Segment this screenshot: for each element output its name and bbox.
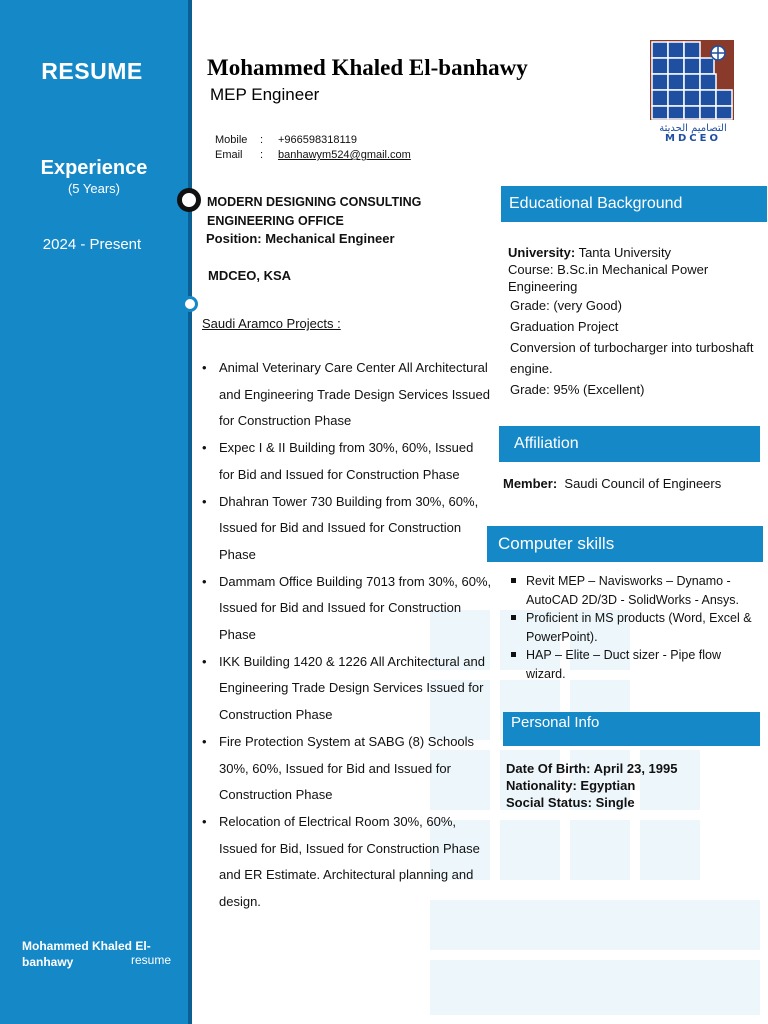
university-value: Tanta University <box>575 245 672 260</box>
job-location: MDCEO, KSA <box>208 268 292 283</box>
personal-info-heading: Personal Info <box>503 712 760 746</box>
logo-latin-text: MDCEO <box>665 133 721 142</box>
company-name-line2: ENGINEERING OFFICE <box>207 214 344 228</box>
mobile-label: Mobile <box>215 134 248 146</box>
graduation-project-desc: Conversion of turbocharger into turboshaft engine. <box>510 340 754 376</box>
sidebar <box>0 0 190 1024</box>
personal-info-block <box>506 760 677 811</box>
graduation-project-grade: Grade: 95% (Excellent) <box>510 382 645 397</box>
affiliation-heading: Affiliation <box>499 426 760 462</box>
education-heading: Educational Background <box>501 186 767 222</box>
sidebar-edge <box>188 0 192 1024</box>
experience-date-range: 2024 - Present <box>42 236 142 253</box>
list-item: • Animal Veterinary Care Center All Architectural and Engineering Trade Design Services Issued for Construction Phase <box>202 355 492 435</box>
experience-years: (5 Years) <box>67 181 121 196</box>
timeline-marker-icon <box>177 188 201 212</box>
list-item: • IKK Building 1420 & 1226 All Architectural and Engineering Trade Design Services Issued for Construction Phase <box>202 649 492 729</box>
job-position: Position: Mechanical Engineer <box>206 231 395 246</box>
timeline-dot-icon <box>182 296 198 312</box>
mobile-row <box>215 133 411 148</box>
email-separator: : <box>260 149 264 161</box>
computer-skills-heading: Computer skills <box>487 526 763 562</box>
footer-name: Mohammed Khaled El-banhawy <box>22 939 151 969</box>
candidate-name: Mohammed Khaled El-banhawy <box>207 55 528 80</box>
date-of-birth: Date Of Birth: April 23, 1995 <box>506 761 678 776</box>
list-item: • Dammam Office Building 7013 from 30%, 60%, Issued for Bid and Issued for Construction Phase <box>202 569 492 649</box>
projects-list <box>202 355 492 916</box>
email-row <box>215 148 411 163</box>
list-item: • Fire Protection System at SABG (8) Schools 30%, 60%, Issued for Bid and Issued for Construction Phase <box>202 729 492 809</box>
company-logo-icon <box>650 40 736 142</box>
course: Course: B.Sc.in Mechanical Power Engineering <box>508 262 709 294</box>
university-label: University: <box>508 245 576 260</box>
education-block <box>508 244 763 400</box>
graduation-project-title: Graduation Project <box>510 319 619 334</box>
university-row <box>508 244 763 261</box>
list-item: HAP – Elite – Duct sizer - Pipe flow wizard. <box>510 646 760 683</box>
footer-resume-label: resume <box>131 953 172 967</box>
contact-block <box>215 133 411 163</box>
member-label: Member: <box>503 476 558 491</box>
list-item: Proficient in MS products (Word, Excel & PowerPoint). <box>510 609 760 646</box>
logo-arabic-text: التصاميم الحديثة <box>659 123 727 134</box>
list-item: Revit MEP – Navisworks – Dynamo - AutoCAD 2D/3D - SolidWorks - Ansys. <box>510 572 760 609</box>
experience-title: Experience <box>40 157 148 179</box>
company-name-line1: MODERN DESIGNING CONSULTING <box>207 195 422 209</box>
mobile-separator: : <box>260 134 264 146</box>
list-item: • Relocation of Electrical Room 30%, 60%, Issued for Bid, Issued for Construction Phase and ER Estimate. Architectural planning and design. <box>202 809 492 916</box>
email-label: Email <box>215 149 243 161</box>
resume-title: RESUME <box>41 58 143 84</box>
social-status: Social Status: Single <box>506 795 635 810</box>
list-item: • Dhahran Tower 730 Building from 30%, 60%, Issued for Bid and Issued for Construction Phase <box>202 489 492 569</box>
company-name <box>207 193 421 231</box>
computer-skills-list <box>510 572 760 683</box>
affiliation-row <box>503 476 721 491</box>
nationality: Nationality: Egyptian <box>506 778 636 793</box>
email-link[interactable]: banhawym524@gmail.com <box>278 149 411 161</box>
projects-title: Saudi Aramco Projects : <box>202 316 341 331</box>
grade: Grade: (very Good) <box>510 298 622 313</box>
member-value: Saudi Council of Engineers <box>557 476 722 491</box>
mobile-value: +966598318119 <box>278 134 358 146</box>
list-item: • Expec I & II Building from 30%, 60%, Issued for Bid and Issued for Construction Phase <box>202 435 492 488</box>
candidate-role: MEP Engineer <box>210 85 320 104</box>
